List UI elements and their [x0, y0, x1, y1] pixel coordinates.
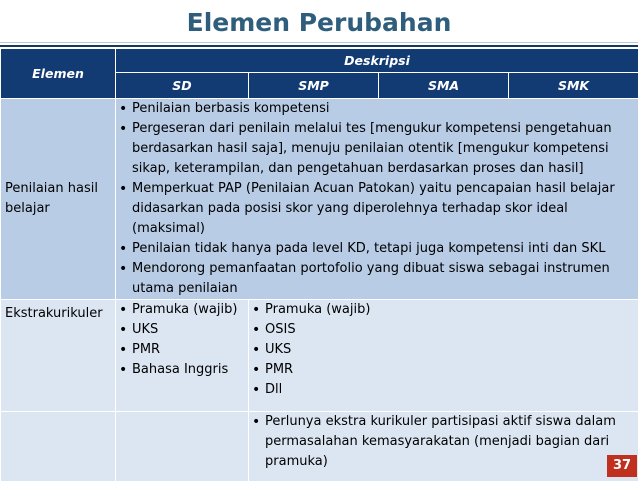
penilaian-description	[116, 99, 638, 300]
list-item: • Pramuka (wajib)	[116, 300, 248, 320]
ekstra-smp-cell	[249, 300, 638, 412]
ekstra-sd-list	[116, 300, 248, 380]
row-ekstrakurikuler	[1, 300, 638, 412]
header-elemen: Elemen	[1, 49, 116, 99]
list-item: • Perlunya ekstra kurikuler partisipasi aktif siswa dalam permasalahan kemasyarakatan (menjadi bagian dari pramuka)	[249, 412, 638, 472]
row-ekstra-note	[1, 412, 638, 482]
page-number-badge: 37	[607, 455, 637, 477]
list-item: • OSIS	[249, 320, 638, 340]
list-item: • UKS	[249, 340, 638, 360]
ekstra-sd-cell	[116, 300, 249, 412]
row-label-penilaian: Penilaian hasil belajar	[1, 99, 116, 300]
row-penilaian	[1, 99, 638, 300]
row-label-empty	[1, 412, 116, 482]
header-row-top	[1, 49, 638, 73]
header-deskripsi: Deskripsi	[116, 49, 638, 73]
list-item: • Dll	[249, 380, 638, 400]
list-item: • UKS	[116, 320, 248, 340]
list-item: • Penilaian tidak hanya pada level KD, tetapi juga kompetensi inti dan SKL	[116, 239, 638, 259]
empty-sd-cell	[116, 412, 249, 482]
title-divider-blue	[0, 45, 638, 47]
header-level-smk: SMK	[509, 73, 638, 99]
slide-title: Elemen Perubahan	[0, 4, 638, 42]
row-label-ekstrakurikuler: Ekstrakurikuler	[1, 300, 116, 412]
list-item: • Bahasa Inggris	[116, 360, 248, 380]
list-item: • Pergeseran dari penilain melalui tes [mengukur kompetensi pengetahuan berdasarkan hasil saja], menuju penilaian otentik [mengukur kompetensi sikap, keterampilan, dan pengetahuan berdasarkan proses dan hasil]	[116, 119, 638, 179]
ekstra-smp-list	[249, 300, 638, 400]
list-item: • Mendorong pemanfaatan portofolio yang dibuat siswa sebagai instrumen utama penilaian	[116, 259, 638, 299]
comparison-table	[0, 48, 638, 482]
list-item: • Penilaian berbasis kompetensi	[116, 99, 638, 119]
title-divider-thin	[0, 42, 638, 43]
list-item: • Pramuka (wajib)	[249, 300, 638, 320]
header-level-smp: SMP	[249, 73, 379, 99]
penilaian-bullet-list	[116, 99, 638, 299]
ekstra-note-cell	[249, 412, 638, 482]
list-item: • Memperkuat PAP (Penilaian Acuan Patokan) yaitu pencapaian hasil belajar didasarkan pada posisi skor yang diperolehnya terhadap skor ideal (maksimal)	[116, 179, 638, 239]
ekstra-note-list	[249, 412, 638, 472]
header-level-sd: SD	[116, 73, 249, 99]
list-item: • PMR	[116, 340, 248, 360]
list-item: • PMR	[249, 360, 638, 380]
header-level-sma: SMA	[379, 73, 509, 99]
